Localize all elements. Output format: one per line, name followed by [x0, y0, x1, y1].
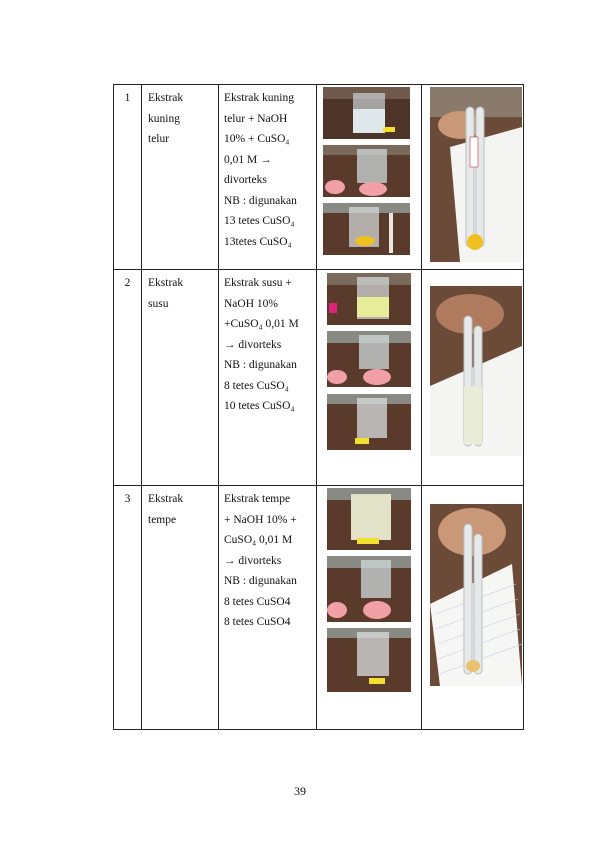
sample-line: telur — [148, 133, 170, 145]
row-number: 1 — [114, 85, 142, 270]
sample-line: Ekstrak — [148, 277, 184, 289]
sample-line: Ekstrak — [148, 493, 184, 505]
procedure-text — [219, 270, 317, 486]
sample-name — [142, 486, 219, 730]
beaker-photo — [327, 556, 411, 622]
procedure-line: Ekstrak susu + — [224, 277, 292, 289]
procedure-line: 8 tetes CuSO4 — [224, 595, 291, 608]
procedure-line: 0,01 M → — [224, 153, 272, 166]
sample-name — [142, 85, 219, 270]
procedure-line: → divorteks — [224, 554, 282, 567]
sample-line: Ekstrak — [148, 92, 184, 104]
table-row — [114, 270, 524, 486]
procedure-photos — [317, 85, 422, 270]
procedure-line: divorteks — [224, 174, 267, 186]
table-row — [114, 85, 524, 270]
procedure-line: 8 tetes CuSO4 — [224, 616, 291, 628]
procedure-line: 10 tetes CuSO₄ — [224, 400, 295, 412]
procedure-line: 8 tetes CuSO₄ — [224, 379, 289, 392]
procedure-line: → divorteks — [224, 338, 282, 351]
procedure-line: + NaOH 10% + — [224, 513, 297, 526]
procedure-line: telur + NaOH — [224, 112, 288, 125]
beaker-photo — [327, 488, 411, 550]
procedure-photos — [317, 270, 422, 486]
beaker-photo — [323, 203, 410, 255]
procedure-line: 13 tetes CuSO₄ — [224, 215, 295, 227]
procedure-line: CuSO₄ 0,01 M — [224, 534, 293, 546]
test-tube-photo — [430, 87, 522, 262]
sample-line: kuning — [148, 112, 180, 125]
page-number: 39 — [294, 784, 306, 798]
beaker-photo — [327, 331, 411, 387]
test-tube-photo — [430, 286, 522, 456]
beaker-photo — [327, 628, 411, 692]
test-tube-photo — [430, 504, 522, 686]
sample-name — [142, 270, 219, 486]
procedure-line: 10% + CuSO₄ — [224, 133, 290, 145]
row-number: 2 — [114, 270, 142, 486]
beaker-photo — [323, 145, 410, 197]
procedure-text — [219, 486, 317, 730]
result-photo-cell — [422, 85, 524, 270]
row-number: 3 — [114, 486, 142, 730]
beaker-photo — [323, 87, 410, 139]
procedure-line: NB : digunakan — [224, 359, 297, 371]
sample-line: susu — [148, 297, 169, 310]
result-photo-cell — [422, 270, 524, 486]
procedure-line: NB : digunakan — [224, 194, 297, 207]
table-row — [114, 486, 524, 730]
sample-line: tempe — [148, 513, 177, 526]
beaker-photo — [327, 394, 411, 450]
procedure-text — [219, 85, 317, 270]
procedure-line: +CuSO₄ 0,01 M — [224, 318, 299, 330]
beaker-photo — [327, 273, 411, 325]
procedure-line: Ekstrak tempe — [224, 493, 291, 505]
procedure-line: NB : digunakan — [224, 575, 297, 587]
procedure-line: Ekstrak kuning — [224, 92, 294, 104]
procedure-line: 13tetes CuSO₄ — [224, 235, 292, 248]
procedure-line: NaOH 10% — [224, 297, 278, 310]
result-photo-cell — [422, 486, 524, 730]
procedure-photos — [317, 486, 422, 730]
results-table — [113, 84, 524, 730]
